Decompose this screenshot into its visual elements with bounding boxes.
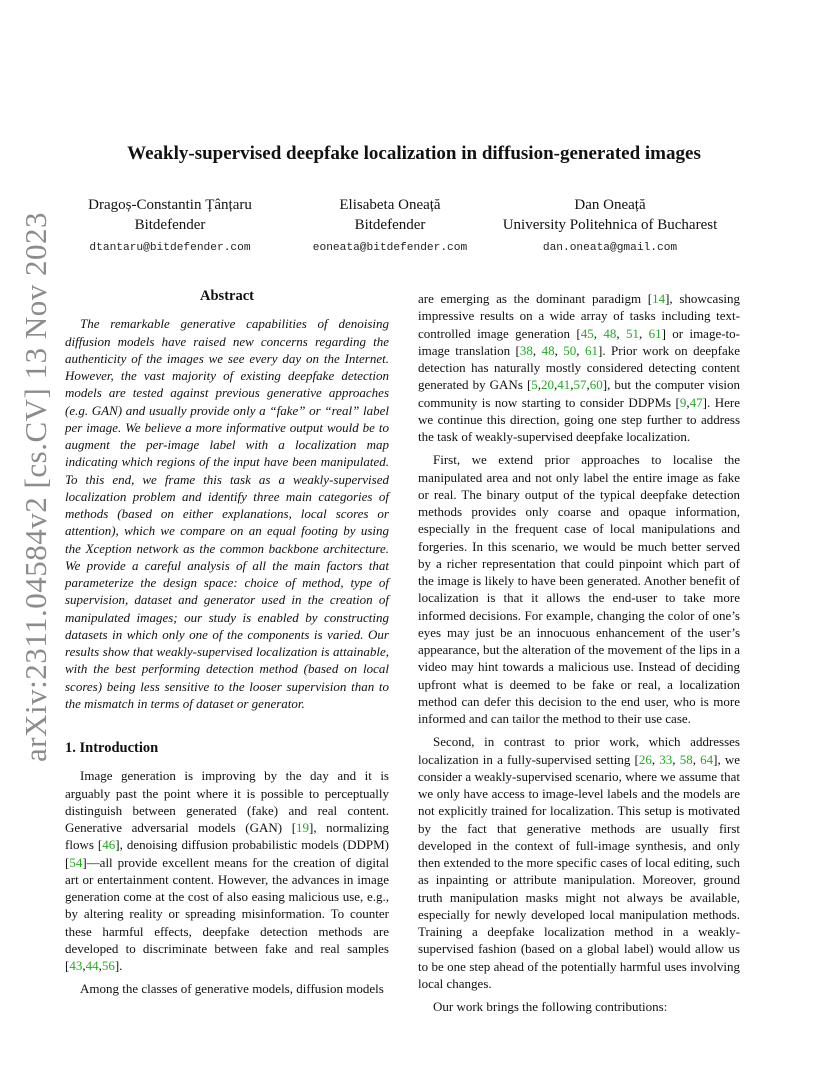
- citation-link[interactable]: 9: [679, 394, 687, 410]
- citation-link[interactable]: 5: [531, 377, 538, 393]
- author-block-2: [280, 195, 500, 254]
- author-email[interactable]: eoneata@bitdefender.com: [312, 242, 468, 254]
- citation-link[interactable]: 19: [296, 820, 310, 835]
- author-email[interactable]: dan.oneata@gmail.com: [542, 242, 678, 254]
- citation-link[interactable]: 54: [69, 854, 83, 870]
- citation-link[interactable]: 57: [573, 377, 587, 393]
- section-heading-introduction: 1. Introduction: [65, 740, 159, 756]
- citation-link[interactable]: 48: [603, 325, 617, 341]
- citation-link[interactable]: 46: [102, 837, 116, 853]
- citation-link[interactable]: 58: [679, 751, 693, 767]
- citation-link[interactable]: 41: [557, 377, 571, 393]
- author-email[interactable]: dtantaru@bitdefender.com: [89, 242, 251, 254]
- left-column: [65, 288, 389, 998]
- citation-link[interactable]: 45: [580, 325, 594, 341]
- intro-paragraph-2: Among the classes of generative models, diffusion models: [80, 981, 384, 997]
- citation-link[interactable]: 56: [101, 958, 115, 973]
- author-name: Dragoș-Constantin Țânțaru: [88, 197, 252, 213]
- author-affiliation: Bitdefender: [354, 217, 426, 233]
- author-affiliation: University Politehnica of Bucharest: [502, 217, 718, 233]
- citation-link[interactable]: 61: [648, 325, 662, 341]
- citation-link[interactable]: 44: [85, 958, 99, 973]
- author-block-1: [60, 195, 280, 254]
- author-name: Dan Oneață: [574, 197, 646, 213]
- intro-paragraph-5: Second, in contrast to prior work, which addresses localization in a fully-supervised setting [26, 33, 58, 64], we consider a weakly-supervised scenario, where we assume that we only have access to image-level labels and the models are not explicitly trained for localization. This setup is motivated by the fact that generative methods are usually first developed in the context of full-image synthesis, and only then extended to the more specific cases of local editing, such as inpainting or attribute manipulation. Moreover, ground truth manipulation masks might not always be available, especially for newly developed local manipulation methods. Training a deepfake localization method in a weakly-supervised fashion (based on a global label) would allow us to be one step ahead of the potentially harmful uses involving local changes.: [418, 734, 741, 991]
- intro-paragraph-1: Image generation is improving by the day and it is arguably past the point where it is possible to perceptually distinguish between generated (fake) and real content. Generative adversarial models (GAN) [19], normalizing flows [46], denoising diffusion probabilistic models (DDPM) [54]—all provide excellent means for the creation of digital art or entertainment content. However, the advances in image generation come at the cost of also easing malicious use, e.g., by altering reality or spreading misinformation. To counter these harmful effects, deepfake detection methods are developed to discriminate between fake and real samples [43,44,56].: [65, 768, 389, 973]
- citation-link[interactable]: 60: [589, 377, 603, 393]
- abstract-heading: Abstract: [200, 288, 254, 304]
- abstract-text: The remarkable generative capabilities of denoising diffusion models have raised new concerns regarding the authenticity of the images we see every day on the Internet. However, the vast majority of existing deepfake detection models are tested against previous generative approaches (e.g. GAN) and usually provide only a “fake” or “real” label per image. We believe a more informative output would be to augment the per-image label with a localization map indicating which regions of the input have been manipulated. To this end, we frame this task as a weakly-supervised localization problem and identify three main categories of methods (based on either explanations, local scores or attention), which we compare on an equal footing by using the Xception network as the common backbone architecture. We provide a careful analysis of all the main factors that parameterize the design space: choice of method, type of supervision, dataset and generator used in the creation of manipulated images; our study is enabled by constructing datasets in which only one of the components is varied. Our results show that weakly-supervised localization is attainable, with the best performing detection method (based on local scores) being less sensitive to the looser supervision than to the mismatch in terms of dataset or generator.: [65, 316, 389, 711]
- citation-link[interactable]: 51: [625, 325, 639, 341]
- citation-link[interactable]: 50: [563, 342, 577, 358]
- citation-link[interactable]: 47: [689, 394, 703, 410]
- author-block-3: [480, 195, 740, 254]
- citation-link[interactable]: 43: [69, 958, 83, 973]
- intro-paragraph-6: Our work brings the following contributions:: [433, 999, 668, 1014]
- author-affiliation: Bitdefender: [134, 217, 206, 233]
- paper-title: Weakly-supervised deepfake localization in diffusion-generated images: [127, 143, 701, 164]
- citation-link[interactable]: 14: [652, 291, 666, 306]
- citation-link[interactable]: 61: [584, 342, 598, 358]
- right-column: [418, 290, 740, 1015]
- intro-paragraph-4: First, we extend prior approaches to localise the manipulated area and not only label the entire image as fake or real. The binary output of the typical deepfake detection methods provides only coarse and opaque information, especially in the frequent case of local manipulations and forgeries. In this scenario, we would be much better served by a richer representation that could pinpoint which part of the image is likely to have been generated. Another benefit of localization is that it allows the end-user to take more informed decisions. For example, changing the color of one’s eyes may just be an innocuous enhancement of the user’s appearance, but the alteration of the movement of the lips in a video may hint towards a malicious use. Instead of deciding upfront what is deemed to be fake or real, a localization method can defer this decision to the end user, who is more informed and can tailor the method to their use case.: [418, 452, 740, 726]
- citation-link[interactable]: 38: [519, 342, 533, 358]
- citation-link[interactable]: 64: [700, 751, 714, 767]
- arxiv-identifier: arXiv:2311.04584v2 [cs.CV] 13 Nov 2023: [18, 212, 53, 762]
- intro-paragraph-3: are emerging as the dominant paradigm [14], showcasing impressive results on a wide array of tasks including text-controlled image generation [45, 48, 51, 61] or image-to-image translation [38, 48, 50, 61]. Prior work on deepfake detection has naturally mostly considered detecting content generated by GANs [5,20,41,57,60], but the computer vision community is now starting to consider DDPMs [9,47]. Here we continue this direction, going one step further to address the task of weakly-supervised deepfake localization.: [418, 291, 740, 444]
- author-name: Elisabeta Oneață: [339, 197, 441, 213]
- citation-link[interactable]: 26: [638, 751, 652, 767]
- citation-link[interactable]: 20: [541, 377, 555, 393]
- citation-link[interactable]: 48: [541, 342, 555, 358]
- citation-link[interactable]: 33: [659, 751, 673, 767]
